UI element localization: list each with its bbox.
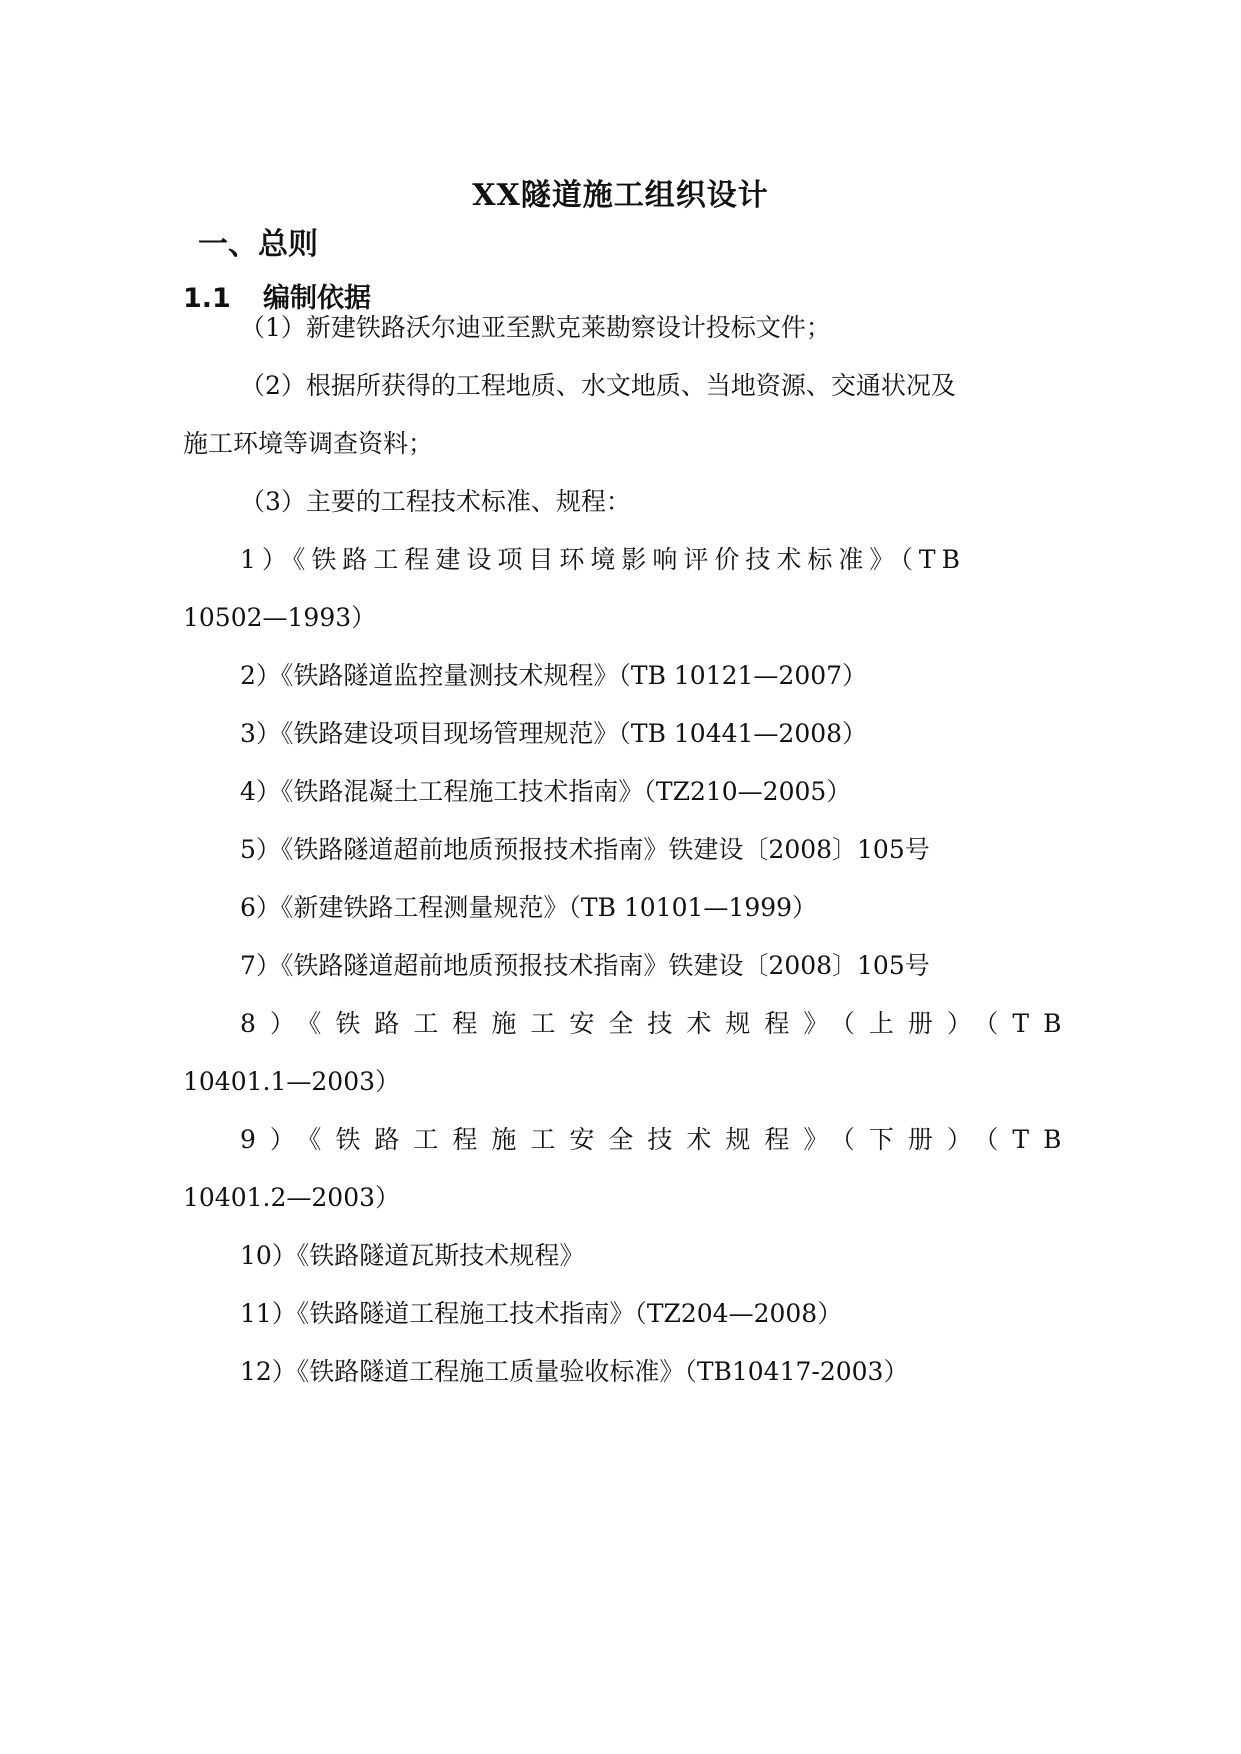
subsection-title: 编制依据 — [263, 283, 371, 314]
paragraph-1: （1）新建铁路沃尔迪亚至默克莱勘察设计投标文件； — [240, 313, 831, 342]
reference-4: 4）《铁路混凝土工程施工技术指南》（TZ210—2005） — [240, 777, 852, 806]
reference-7: 7）《铁路隧道超前地质预报技术指南》铁建设〔2008〕105号 — [240, 951, 930, 980]
reference-1-line-2: 10502—1993） — [183, 603, 377, 632]
document-title: XX隧道施工组织设计 — [472, 178, 769, 213]
reference-5: 5）《铁路隧道超前地质预报技术指南》铁建设〔2008〕105号 — [240, 835, 930, 864]
reference-6: 6）《新建铁路工程测量规范》（TB 10101—1999） — [240, 893, 818, 922]
subsection-number: 1.1 — [183, 283, 231, 314]
reference-12: 12）《铁路隧道工程施工质量验收标准》（TB10417-2003） — [240, 1357, 909, 1386]
reference-9-line-2: 10401.2—2003） — [183, 1183, 401, 1212]
section-heading: 一、总则 — [198, 227, 318, 262]
reference-10: 10）《铁路隧道瓦斯技术规程》 — [240, 1241, 585, 1270]
reference-3: 3）《铁路建设项目现场管理规范》（TB 10441—2008） — [240, 719, 868, 748]
reference-8-line-2: 10401.1—2003） — [183, 1067, 401, 1096]
reference-9-line-1: 9）《铁路工程施工安全技术规程》（下册）（TB — [240, 1125, 1076, 1154]
paragraph-2-line-2: 施工环境等调查资料； — [183, 429, 434, 458]
reference-1-line-1: 1）《铁路工程建设项目环境影响评价技术标准》（TB — [240, 545, 966, 574]
paragraph-2-line-1: （2）根据所获得的工程地质、水文地质、当地资源、交通状况及 — [240, 371, 956, 400]
reference-2: 2）《铁路隧道监控量测技术规程》（TB 10121—2007） — [240, 661, 868, 690]
reference-11: 11）《铁路隧道工程施工技术指南》（TZ204—2008） — [240, 1299, 843, 1328]
reference-8-line-1: 8）《铁路工程施工安全技术规程》（上册）（TB — [240, 1009, 1076, 1038]
paragraph-3: （3）主要的工程技术标准、规程： — [240, 487, 631, 516]
